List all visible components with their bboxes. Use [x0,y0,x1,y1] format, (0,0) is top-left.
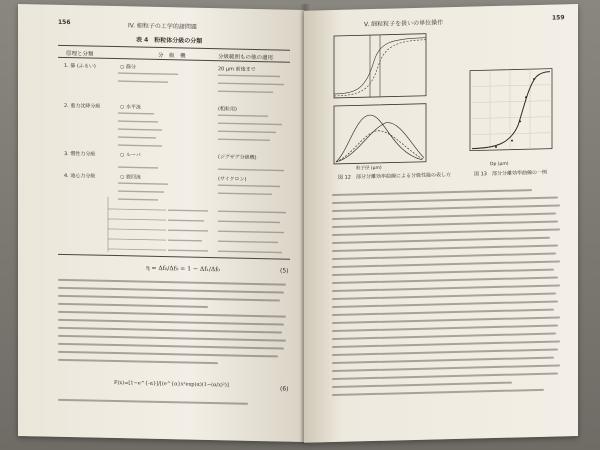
figure-12-caption: 図 12 部分分離効率曲線による分級性能の表し方 [338,172,451,181]
left-body-text [58,279,288,372]
table-row-1-classifier: ○ 篩分 [120,64,136,71]
table-body-lines [58,46,290,261]
table-row-4-principle: 4. 遠心力分級 [64,172,96,180]
table-header-principle: 原理と分類 [66,51,94,58]
open-book [18,4,578,444]
right-body-text [332,188,562,402]
figure-13-plot [466,67,556,159]
right-running-header: V. 細粒粒子を扱いの単位操作 [364,19,444,29]
equation-6: F(x)=[1−e^{-α}]/[(e^{α}x²exp(α)(1−(α/x)²)] [114,380,229,389]
table-row-2-range: (粗粒用) [218,106,237,113]
right-page-number: 159 [552,14,565,22]
equation-5-number: (5) [280,267,289,275]
equation-5: η = Δf₀/Δf₀ = 1 − Δf₁/Δf₀ [146,264,220,274]
table-row-1-principle: 1. 篩 (ふるい) [64,62,96,70]
left-page [18,4,304,442]
left-page-number: 156 [58,18,71,27]
table-row-3-principle: 3. 慣性力分級 [64,150,96,158]
table-row-4-classifier: ○ 旋回流 [120,174,141,181]
left-running-header: IV. 細粒子の工学的諸問題 [128,22,197,31]
right-page [304,4,578,443]
table-header-range: 分級範囲もの他の適用 [218,54,274,62]
table-row-2-principle: 2. 重力沈降分級 [64,102,101,110]
table-caption: 表 4 粉粒体分級の分類 [136,36,203,45]
figure-13-caption: 図 13 部分分離効率曲線の一例 [474,169,547,178]
table-row-2-classifier: ○ 水平流 [120,104,141,111]
left-body-text-end [58,399,288,412]
table-header-classifier: 分 級 機 [158,52,186,60]
table-row-3-range: (ジグザグ分級機) [218,154,257,161]
equation-6-number: (6) [280,385,289,393]
table-row-4-range: (サイクロン) [218,176,247,183]
figure-12-plots [326,29,436,172]
figure-13-axis-label: Dp (μm) [490,161,509,168]
figure-12-axis-label: 粒子径 (μm) [356,165,382,172]
classification-table [58,45,290,260]
table-row-3-classifier: ○ ルーバ [120,152,141,159]
table-row-1-range: 20 μm 前後まで [218,66,256,73]
